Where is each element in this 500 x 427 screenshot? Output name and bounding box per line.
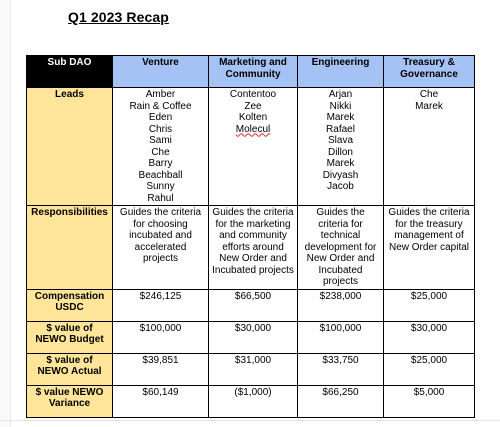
responsibility-engineering: Guides the criteria for technical development for New Order and Incubated projects — [298, 206, 384, 290]
metric-row-variance — [27, 385, 475, 417]
page-bottom-border — [0, 420, 500, 421]
metric-cell: ($1,000) — [209, 385, 298, 417]
responsibility-treasury: Guides the criteria for the treasury management of New Order capital — [384, 206, 475, 290]
row-label-responsibilities: Responsibilities — [27, 206, 113, 290]
lead-name: Nikki — [329, 100, 352, 112]
lead-name: Arjan — [328, 89, 353, 100]
column-header-marketing: Marketing and Community — [209, 56, 298, 88]
row-label-compensation: Compensation USDC — [27, 289, 113, 321]
table-header-row — [27, 56, 475, 88]
metric-cell: $39,851 — [113, 353, 209, 385]
column-header-treasury: Treasury & Governance — [384, 56, 475, 88]
metric-row-actual — [27, 353, 475, 385]
row-label-variance: $ value NEWO Variance — [27, 385, 113, 417]
recap-table — [26, 55, 475, 418]
column-header-venture: Venture — [113, 56, 209, 88]
page-left-margin — [0, 0, 11, 427]
lead-name: Rafael — [326, 123, 355, 135]
metric-cell: $5,000 — [384, 385, 475, 417]
lead-name: Amber — [145, 89, 176, 100]
leads-engineering — [298, 88, 384, 206]
metric-row-compensation — [27, 289, 475, 321]
metric-row-budget — [27, 321, 475, 353]
lead-name: Barry — [148, 158, 173, 169]
row-label-leads: Leads — [27, 88, 113, 206]
metric-cell: $60,149 — [113, 385, 209, 417]
lead-name: Beachball — [138, 169, 183, 181]
page-title: Q1 2023 Recap — [68, 9, 169, 25]
lead-name: Sunny — [146, 181, 175, 192]
metric-cell: $66,250 — [298, 385, 384, 417]
lead-name: Marek — [326, 158, 355, 169]
row-label-actual: $ value of NEWO Actual — [27, 353, 113, 385]
lead-name: Marek — [415, 100, 443, 112]
metric-cell: $100,000 — [298, 321, 384, 353]
lead-name: Kolten — [238, 112, 268, 123]
lead-name-misspelled — [212, 124, 294, 136]
responsibility-venture: Guides the criteria for choosing incubated and accelerated projects — [113, 206, 209, 290]
lead-name: Slava — [327, 135, 353, 146]
row-label-budget: $ value of NEWO Budget — [27, 321, 113, 353]
responsibilities-row — [27, 206, 475, 290]
leads-treasury — [384, 88, 475, 206]
responsibility-marketing: Guides the criteria for the marketing and community efforts around New Order and Incubated projects — [209, 206, 298, 290]
metric-cell: $25,000 — [384, 353, 475, 385]
lead-name: Zee — [244, 100, 262, 112]
column-header-engineering: Engineering — [298, 56, 384, 88]
metric-cell: $30,000 — [209, 321, 298, 353]
metric-cell: $33,750 — [298, 353, 384, 385]
metric-cell: $25,000 — [384, 289, 475, 321]
metric-cell: $100,000 — [113, 321, 209, 353]
lead-name: Marek — [326, 112, 355, 123]
lead-name: Rahul — [147, 192, 174, 204]
metric-cell: $246,125 — [113, 289, 209, 321]
spellcheck-underline: Molecul — [235, 123, 271, 135]
lead-name: Eden — [148, 112, 173, 123]
metric-cell: $31,000 — [209, 353, 298, 385]
lead-name: Rain & Coffee — [129, 100, 192, 112]
lead-name: Dillon — [327, 146, 353, 158]
metric-cell: $238,000 — [298, 289, 384, 321]
metric-cell: $30,000 — [384, 321, 475, 353]
metric-cell: $66,500 — [209, 289, 298, 321]
lead-name: Divyash — [322, 169, 359, 181]
lead-name: Chris — [148, 123, 173, 135]
sub-dao-header: Sub DAO — [27, 56, 113, 88]
lead-name: Jacob — [327, 181, 354, 192]
lead-name: Che — [151, 146, 170, 158]
lead-name: Contentoo — [229, 89, 277, 100]
lead-name: Che — [419, 89, 439, 100]
leads-row — [27, 88, 475, 206]
lead-name: Sami — [149, 135, 172, 146]
leads-marketing — [209, 88, 298, 206]
leads-venture — [113, 88, 209, 206]
